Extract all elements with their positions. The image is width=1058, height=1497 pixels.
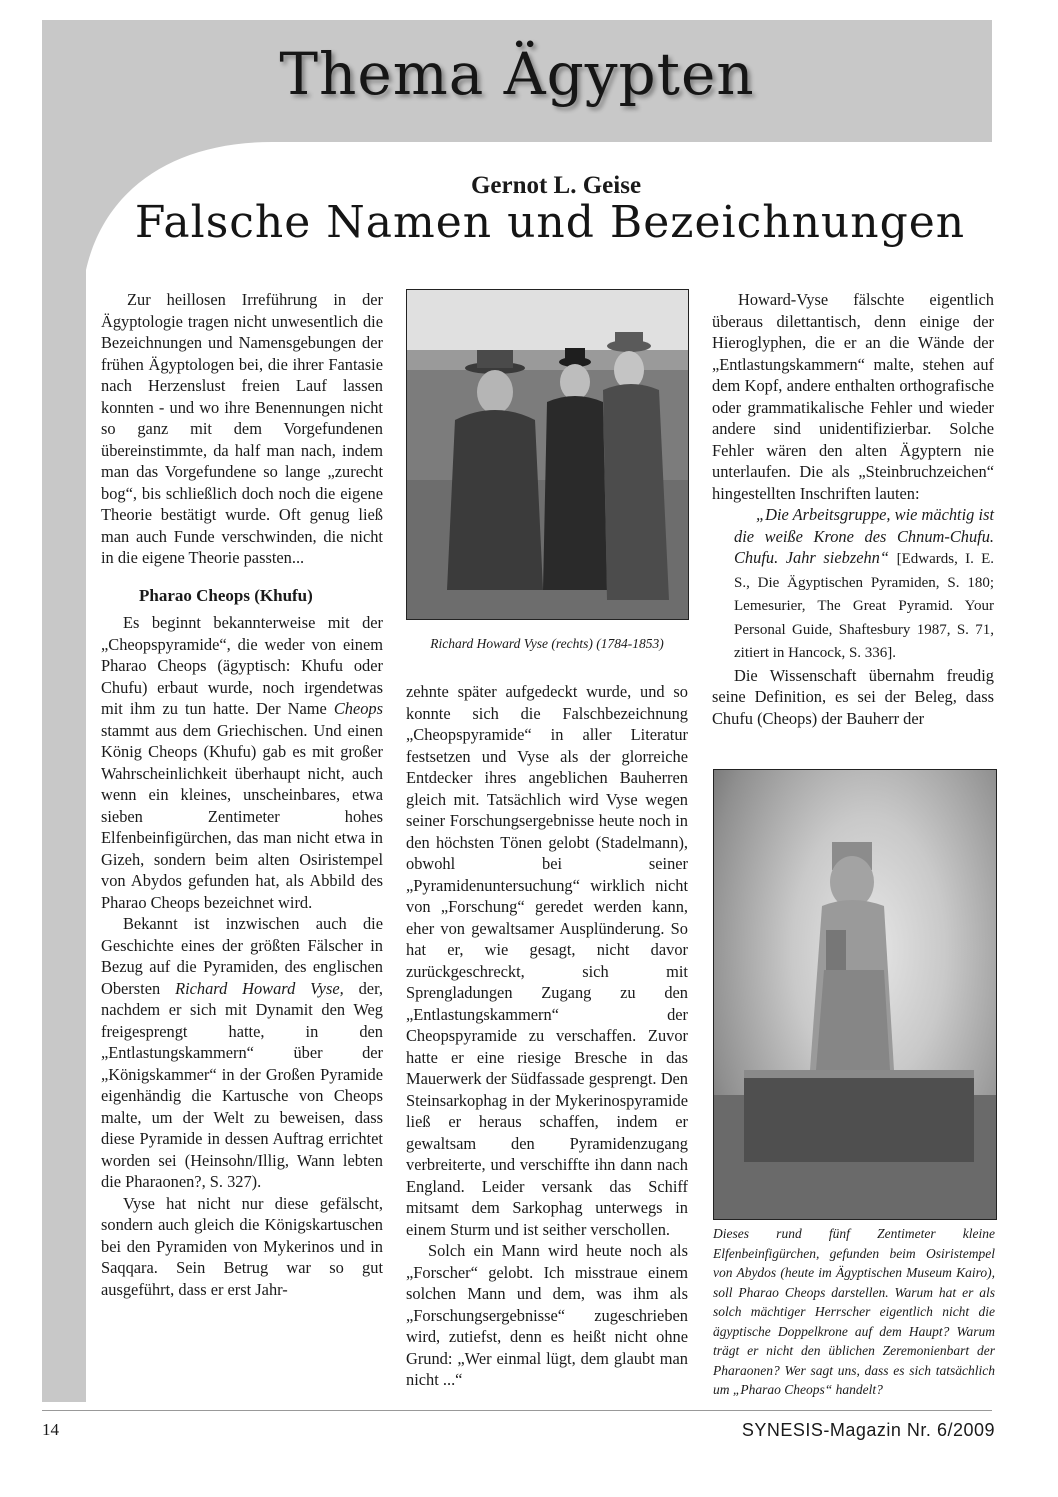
subheading: Pharao Cheops (Khufu) (139, 585, 313, 605)
photo-vyse-group (406, 289, 689, 620)
photo-figurine-illustration (714, 770, 996, 1219)
photo-vyse-illustration (407, 290, 688, 619)
article-author: Gernot L. Geise (470, 172, 642, 199)
paragraph-hieroglyphs: Howard-Vyse fälschte eigentlich überaus dilettantisch, denn einige der Hieroglyphen, die er an die Wände der „Entlastungskammern“ malte, stehen auf dem Kopf, andere enthalten orthografische oder grammatikalische Fehler und wieder andere sind unidentifizierbar. Solche Fehler wären den alten Ägyptern nie unterlaufen. Die als „Steinbruchzeichen“ hingestellten Inschriften lauten: (712, 290, 994, 503)
paragraph-cheops (101, 612, 383, 913)
photo-caption-figurine: Dieses rund fünf Zentimeter kleine Elfenbeinfigürchen, gefunden beim Osiristempel von Abydos (heute im Ägyptischen Museum Kairo), soll Pharao Cheops darstellen. Warum hat er als solch mächtiger Herrscher eigentlich nicht die ägyptische Doppelkrone auf dem Haupt? Warum trägt er nicht den üblichen Zeremonienbart der Pharaonen? Wer sagt uns, dass es sich tatsächlich um „Pharao Cheops“ handelt? (713, 1226, 995, 1397)
quote-citation: [Edwards, I. E. S., Die Ägyptischen Pyramiden, S. 180; Lemesurier, The Great Pyramid. Your Personal Guide, Shaftesbury 1987, S. 71, zitiert in Hancock, S. 336]. (734, 551, 994, 661)
paragraph-definition: Die Wissenschaft übernahm freudig seine Definition, es sei der Beleg, dass Chufu (Cheops) der Bauherr der (712, 665, 994, 728)
article-title: Falsche Namen und Bezeichnungen (134, 197, 966, 248)
photo-caption-vyse: Richard Howard Vyse (rechts) (1784-1853) (430, 636, 664, 651)
quote-block (712, 504, 994, 665)
paragraph-text: Bekannt ist inzwischen auch die Geschichte eines der größten Fälscher in Bezug auf die Pyramiden, des englischen Obersten (101, 914, 383, 998)
page-number: 14 (42, 1420, 59, 1439)
text-column-2 (406, 681, 688, 1391)
paragraph-text: Es beginnt bekannterweise mit der „Cheopspyramide“, die weder von einem Pharao Cheops (ägyptisch: Khufu oder Chufu) erbaut wurde, noch irgendetwas mit ihm zu tun hatte. Der Name (101, 613, 383, 718)
photo-ivory-figurine (713, 769, 997, 1220)
paragraph-vyse (101, 913, 383, 1193)
emphasis-text: Richard Howard Vyse, (175, 978, 344, 998)
paragraph-continued: zehnte später aufgedeckt wurde, und so konnte sich die Falschbezeichnung „Cheopspyramide“ in aller Literatur festsetzen und Vyse als der glorreiche Entdecker ihres angeblichen Bauherren gleich mit. Tatsächlich wird Vyse wegen seiner Forschungsergebnisse heute noch in den höchsten Tönen gelobt (Stadelmann), obwohl bei seiner „Pyramidenuntersuchung“ wirklich nicht von „Forschung“ geredet werden kann, eher von gewaltsamer Ausplünderung. So hat er, wie gesagt, nicht davor zurückgeschreckt, sich mit Sprengladungen Zugang zu den „Entlastungskammern“ der Cheopspyramide zu verschaffen. Zuvor hatte er eine riesige Bresche in das Mauerwerk der Südfassade gesprengt. Den Steinsarkophag in der Mykerinospyramide ließ er heraus schaffen, indem er gewaltsam den Pyramidenzugang verbreiterte, und verschiffte ihn dann nach England. Leider versank das Schiff mitsamt dem Sarkophag unterwegs in einem Sturm und ist seither verschollen. (406, 682, 688, 1239)
section-title: Thema Ägypten (279, 40, 755, 108)
emphasis-text: Cheops (333, 699, 383, 718)
quote-text: „Die Arbeitsgruppe, wie mächtig ist die weiße Krone des Chnum-Chufu. Chufu. Jahr siebzehn“ (734, 505, 994, 567)
paragraph-text: stammt aus dem Griechischen. Und einen König Cheops (Khufu) gab es mit großer Wahrscheinlichkeit überhaupt nicht, auch wenn ein kleines, unscheinbares, etwa sieben Zentimeter hohes Elfenbeinfigürchen, das man nicht etwa in Gizeh, sondern beim alten Osiristempel von Abydos gefunden hat, als Abbild des Pharao Cheops bezeichnet wird. (101, 720, 383, 912)
text-column-3 (712, 289, 994, 729)
paragraph-text: der, nachdem er sich mit Dynamit den Weg freigesprengt hatte, in den „Entlastungskammern“ über der „Königskammer“ in der Großen Pyramide eigenhändig die Kartusche von Cheops malte, um der Welt zu beweisen, dass diese Pyramide in dessen Auftrag errichtet worden sei (Heinsohn/Illig, Wann lebten die Pharaonen?, S. 327). (101, 978, 383, 1191)
paragraph-researcher: Solch ein Mann wird heute noch als „Forscher“ gelobt. Ich misstraue einem solchen Mann und dem, was ihm als „Forschungsergebnisse“ zugeschrieben wird, zutiefst, denn es heißt nicht ohne Grund: „Wer einmal lügt, dem glaubt man nicht ...“ (406, 1241, 688, 1389)
text-column-1 (101, 289, 383, 1300)
footer-divider (42, 1410, 992, 1411)
paragraph-forgery: Vyse hat nicht nur diese gefälscht, sondern auch gleich die Königskartuschen bei den Pyramiden von Mykerinos und in Saqqara. Sein Betrug war so gut ausgeführt, dass er erst Jahr- (101, 1193, 383, 1299)
magazine-issue: SYNESIS-Magazin Nr. 6/2009 (741, 1420, 995, 1440)
intro-paragraph: Zur heillosen Irreführung in der Ägyptologie tragen nicht unwesentlich die Bezeichnungen und Namensgebungen der frühen Ägyptologen bei, die ihrer Fantasie nach Herzenslust freien Lauf lassen konnten - und wo ihre Benennungen nicht so ganz mit dem Vorgefundenen übereinstimmte, da half man nach, indem man das Vorgefundene so lange „zurecht bog“, bis schließlich doch noch die eigene Theorie bestätigt wurde. Oft genug ließ man auch Funde verschwinden, die nicht in die eigene Theorie passten... (101, 290, 383, 567)
